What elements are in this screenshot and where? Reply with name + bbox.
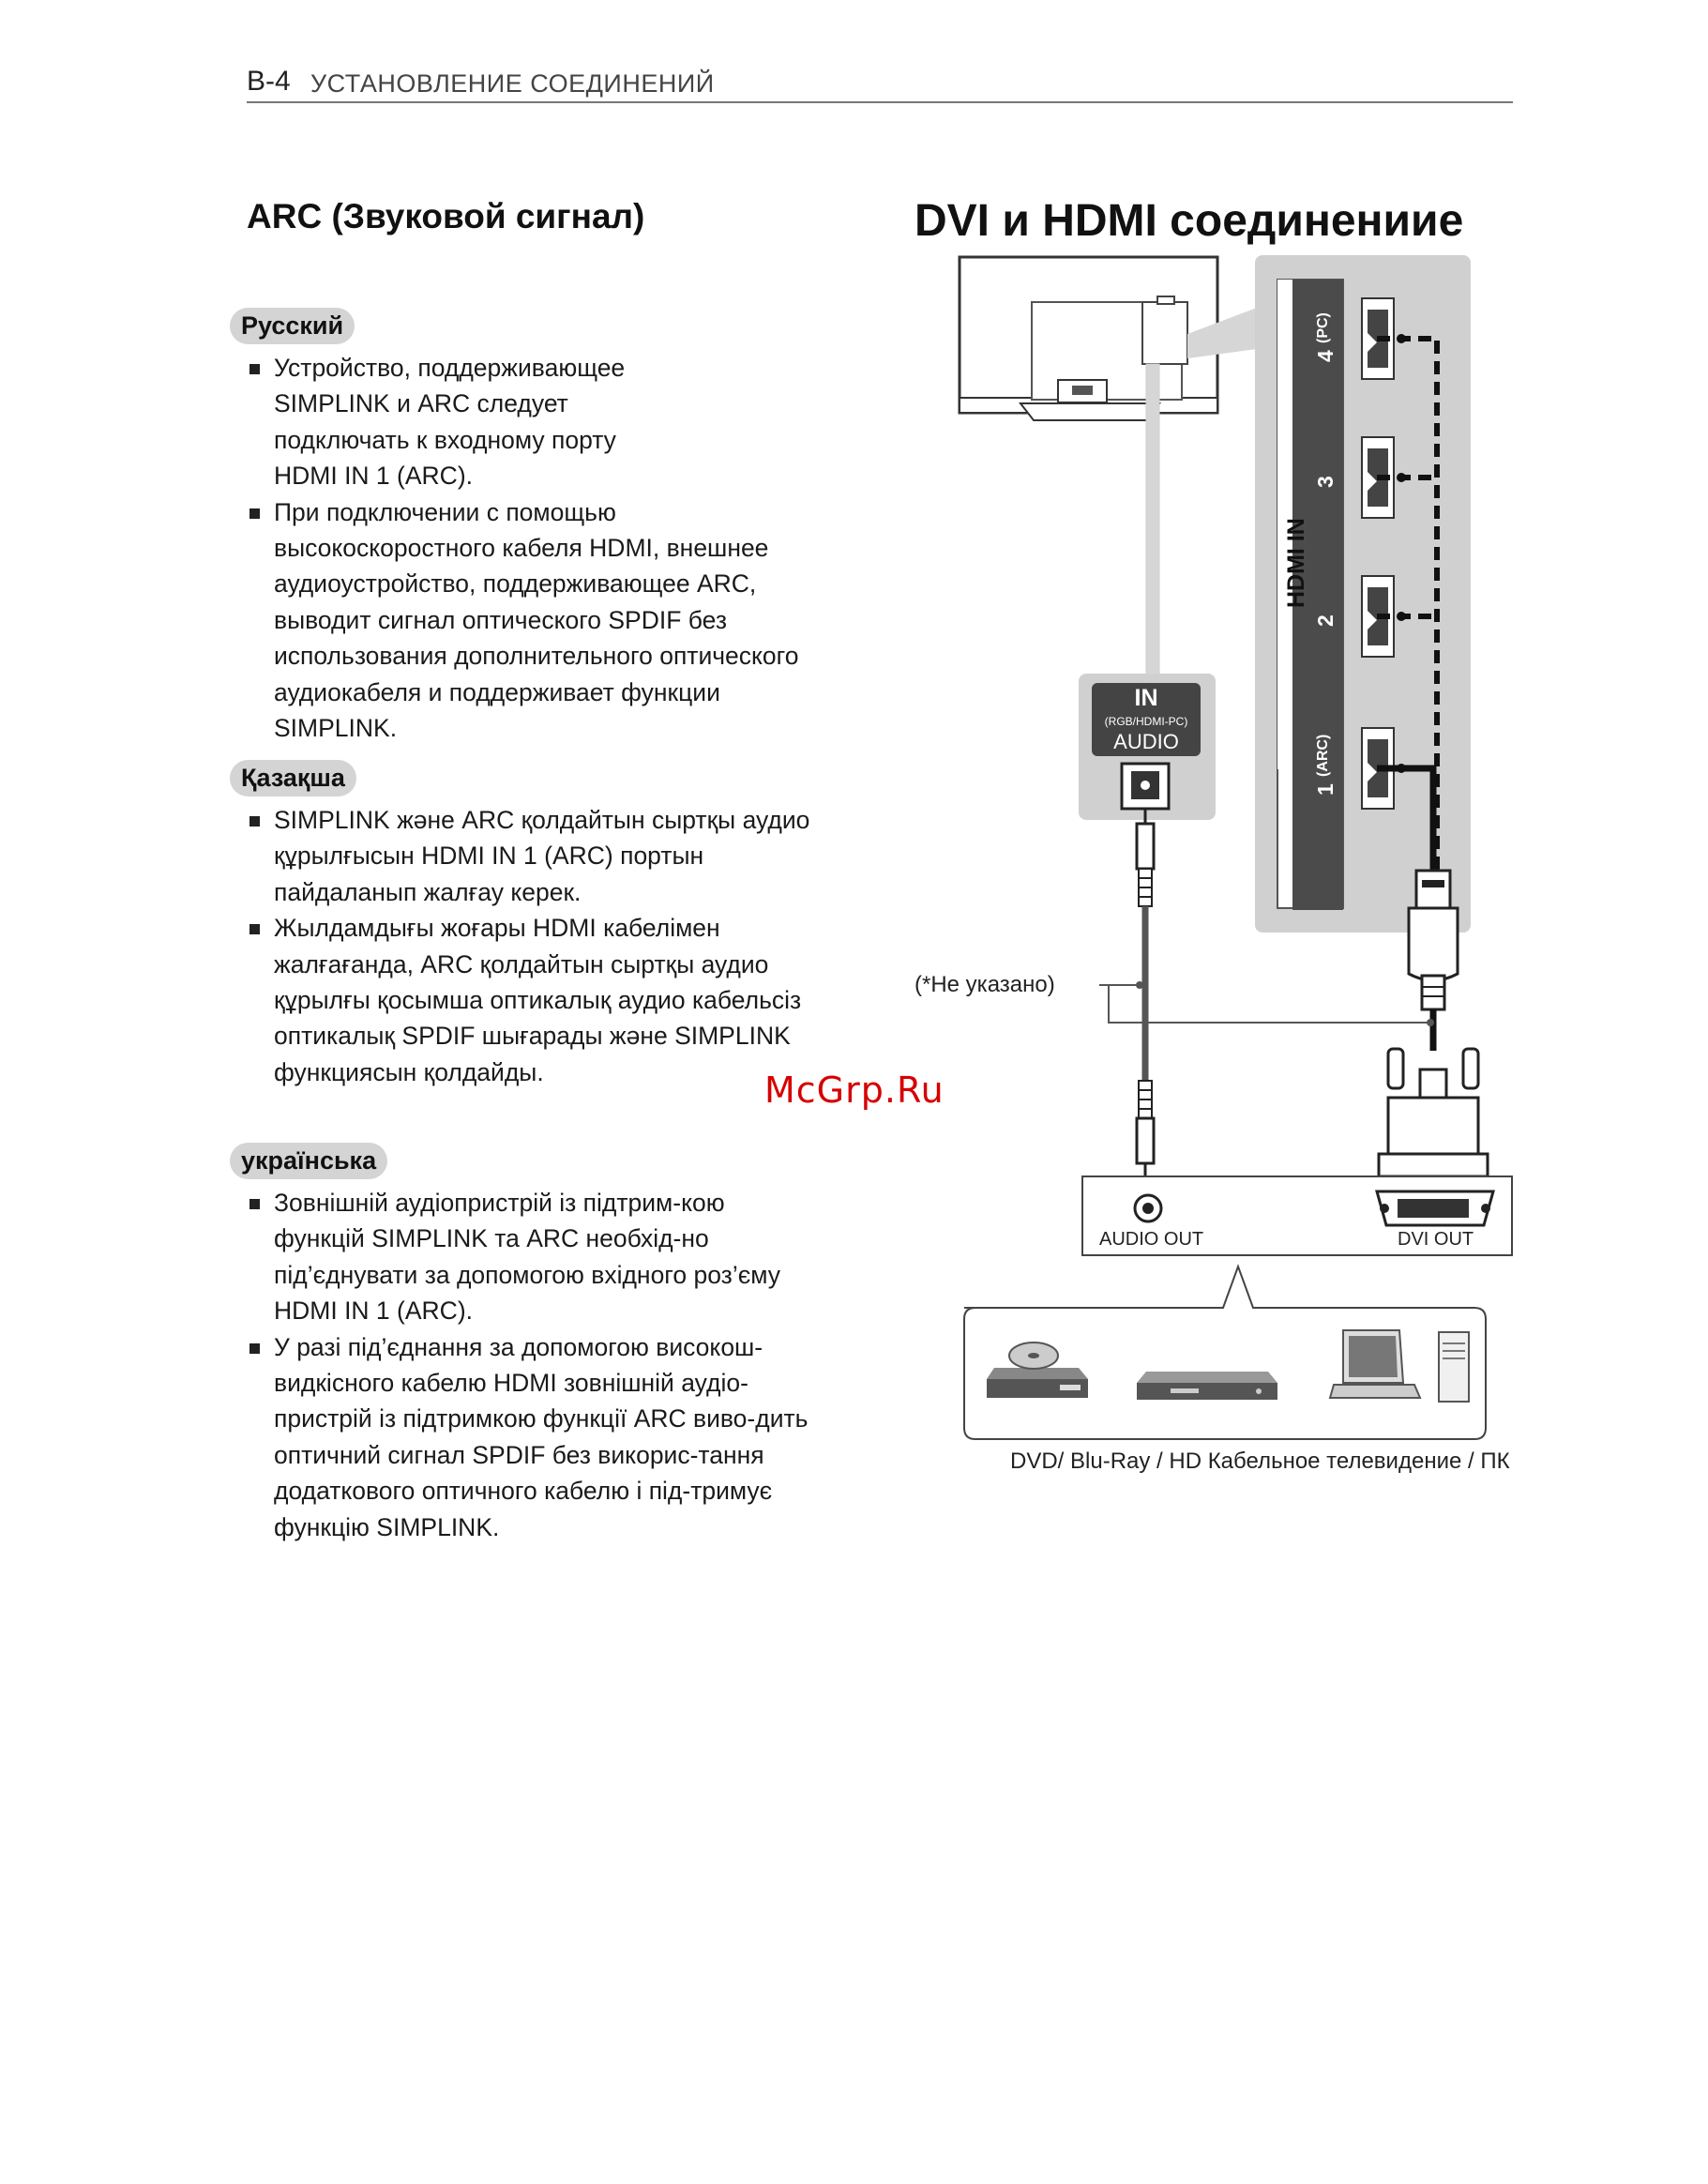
bullet-item: Зовнішній аудіопристрій із підтрим-кою функцій SIMPLINK та ARC необхід-но під’єднувати за допомогою вхідного роз’єму HDMI IN 1 (ARC). [230, 1185, 799, 1329]
diagram-title: DVI и HDMI соединениие [914, 196, 1464, 246]
dvi-out-label: DVI OUT [1398, 1229, 1474, 1250]
tv-illustration [960, 257, 1217, 420]
devices-caption: DVD/ Blu-Ray / HD Кабельное телевидение / ПК [1010, 1448, 1510, 1474]
bullet-item: Жылдамдығы жоғары HDMI кабелімен жалғағанда, ARC қолдайтын сыртқы аудио құрылғы қосымша оптикалық аудио кабельсіз оптикалық SPDIF шығарады және SIMPLINK функциясын қолдайды. [230, 910, 827, 1090]
audio-cable [1137, 809, 1154, 1180]
port-2-number: 2 [1313, 614, 1338, 627]
bullet-item: При подключении с помощью высокоскоростного кабеля HDMI, внешнее аудиоустройство, поддерживающее ARC, выводит сигнал оптического SPDIF без использования дополнительного оптического аудиокабеля и поддерживает функции SIMPLINK. [230, 494, 827, 747]
port-4-number: 4 [1313, 350, 1338, 362]
lang-badge-russian: Русский [230, 308, 355, 344]
lang-badge-kazakh: Қазақша [230, 760, 356, 796]
audio-out-label: AUDIO OUT [1099, 1229, 1204, 1250]
bullet-item: У разі під’єднання за допомогою високош-видкісного кабелю HDMI зовнішній аудіо-пристрій із підтримкою функції ARC виво-дить оптичний сигнал SPDIF без викорис-тання додаткового оптичного кабелю і під-тримує функцію SIMPLINK. [230, 1329, 827, 1545]
hdmi-in-label: HDMI IN [1283, 518, 1309, 608]
audio-in-sub-label: (RGB/HDMI-PC) [1104, 715, 1188, 728]
section-title: УСТАНОВЛЕНИЕ СОЕДИНЕНИЙ [310, 69, 715, 98]
port-3-number: 3 [1313, 476, 1338, 488]
port-4-sub: (PC) [1315, 312, 1331, 343]
audio-in-label: IN [1134, 685, 1158, 711]
port-1-number: 1 [1313, 783, 1338, 796]
pc-icon [1330, 1330, 1469, 1402]
watermark: McGrp.Ru [764, 1069, 945, 1111]
port-1-sub: (ARC) [1315, 734, 1331, 777]
page-number: B-4 [247, 66, 291, 97]
bluray-player-icon [1137, 1372, 1277, 1400]
not-included-bracket [1099, 982, 1433, 1025]
dvi-plug [1379, 1049, 1488, 1176]
arc-title: ARC (Звуковой сигнал) [247, 197, 645, 235]
lang-badge-ukrainian: українська [230, 1143, 387, 1179]
bullet-item: SIMPLINK және ARC қолдайтын сыртқы аудио құрылғысын HDMI IN 1 (ARC) портын пайдаланып жалғау керек. [230, 802, 827, 910]
audio-in-audio-label: AUDIO [1113, 730, 1179, 753]
not-included-note: (*Не указано) [914, 972, 1055, 997]
bullet-item: Устройство, поддерживающее SIMPLINK и ARC следует подключать к входному порту HDMI IN 1 (ARC). [230, 350, 668, 494]
